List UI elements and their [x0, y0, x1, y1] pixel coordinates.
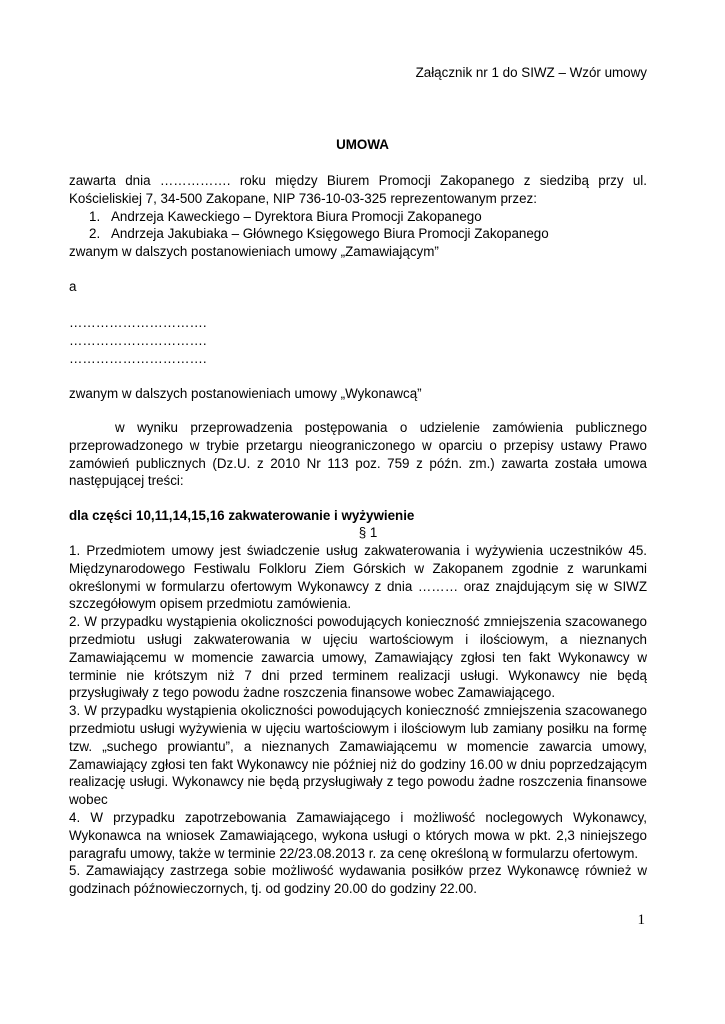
procedure-line: następującej treści: [69, 473, 184, 489]
intro-line: Kościeliskiej 7, 34-500 Zakopane, NIP 736-10-03-325 reprezentowanym przez: [69, 190, 537, 206]
contract-intro [69, 172, 647, 261]
dotted-line: …………………………. [69, 315, 207, 330]
clause-line: Międzynarodowego Festiwalu Folkloru Ziem Górskich w Zakopanem zgodnie z warunkami [69, 560, 647, 576]
procedure-line: przeprowadzonego w trybie przetargu nieograniczonego w oparciu o przepisy ustawy Prawo [69, 437, 647, 453]
clause-line: godzinach późnowieczornych, tj. od godziny 20.00 do godziny 22.00. [69, 881, 477, 897]
clause-line: tzw. „suchego prowiantu”, a nieznanych Zamawiającemu w momencie zawarcia umowy, [69, 738, 647, 754]
clause-line: Zamawiający zgłosi ten fakt Wykonawcy nie później niż do godziny 16.00 w dniu poprzedzającym [69, 756, 647, 772]
clause-line: 5. Zamawiający zastrzega sobie możliwość wydawania posiłków przez Wykonawcę również w [69, 863, 647, 879]
clause-line: paragrafu umowy, także w terminie 22/23.08.2013 r. za cenę określoną w formularzu ofertowym. [69, 845, 639, 861]
clause [69, 862, 647, 898]
clause-line: Zamawiającemu w momencie zawarcia umowy, Zamawiający zgłosi ten fakt Wykonawcy w [69, 649, 647, 665]
clause-line: przysługiwały z tego powodu żadne roszczenia finansowe wobec Zamawiającego. [69, 685, 556, 701]
clause-line: 3. W przypadku wystąpienia okoliczności powodujących konieczność zmniejszenia szacowanego [69, 703, 647, 719]
contractor-named: zwanym w dalszych postanowieniach umowy „Wykonawcą” [69, 386, 422, 401]
dotted-line: …………………………. [69, 332, 207, 348]
intro-line: zwanym w dalszych postanowieniach umowy „Zamawiającym” [69, 244, 439, 260]
clause-line: szczegółowym opisem przedmiotu zamówienia. [69, 596, 352, 612]
clause-line: przedmiotu usługi zakwaterowania w ujęciu wartościowym i ilościowym, a nieznanych [69, 631, 647, 647]
conjunction: a [69, 279, 77, 294]
representative-text: Andrzeja Kaweckiego – Dyrektora Biura Promocji Zakopanego [111, 208, 482, 224]
representative-item [69, 208, 647, 226]
list-number: 2. [89, 226, 101, 242]
representative-text: Andrzeja Jakubiaka – Głównego Księgowego Biura Promocji Zakopanego [111, 226, 549, 242]
clause [69, 702, 647, 809]
clause-line: terminie nie krótszym niż 7 dni przed terminem realizacji usługi. Wykonawcy nie będą [69, 667, 647, 683]
intro-line: zawarta dnia ……………. roku między Biurem Promocji Zakopanego z siedzibą przy ul. [69, 173, 647, 188]
contractor-placeholder [69, 314, 647, 367]
clause [69, 613, 647, 702]
clause-line: 4. W przypadku zapotrzebowania Zamawiającego i możliwość noclegowych Wykonawcy, [69, 809, 647, 825]
list-number: 1. [89, 208, 101, 224]
clause-line: realizację usługi. Wykonawcy nie będą przysługiwały z tego powodu żadne roszczenia finansowe [69, 774, 647, 790]
procedure-line: zamówień publicznych (Dz.U. z 2010 Nr 113 poz. 759 z późn. zm.) zawarta została umowa [69, 455, 647, 471]
document-title: UMOWA [336, 137, 389, 152]
page-number: 1 [637, 912, 645, 928]
procedure-line: w wyniku przeprowadzenia postępowania o udzielenie zamówienia publicznego [115, 420, 647, 435]
clause-line: 2. W przypadku wystąpienia okoliczności powodujących konieczność zmniejszenia szacowanego [69, 614, 647, 630]
procedure-paragraph [69, 419, 647, 490]
paragraph-sign: § 1 [358, 525, 378, 540]
clause [69, 542, 647, 613]
representative-item [69, 225, 647, 243]
clause-line: przedmiotu usługi wyżywienia w ujęciu wartościowym i ilościowym lub zamiany posiłku na formę [69, 720, 647, 736]
clause-line: 1. Przedmiotem umowy jest świadczenie usług zakwaterowania i wyżywienia uczestników 45. [69, 543, 647, 558]
dotted-line: …………………………. [69, 350, 207, 366]
clause [69, 809, 647, 862]
clauses [69, 542, 647, 898]
attachment-note: Załącznik nr 1 do SIWZ – Wzór umowy [415, 65, 647, 80]
representatives-list [69, 208, 647, 244]
section-heading: dla części 10,11,14,15,16 zakwaterowanie i wyżywienie [69, 508, 415, 523]
clause-line: określonymi w formularzu ofertowym Wykonawcy z dnia ……… oraz znajdującym się w SIWZ [69, 578, 647, 594]
clause-line: Wykonawca na wniosek Zamawiającego, wykona usługi o których mowa w pkt. 2,3 niniejszego [69, 827, 647, 843]
clause-line: wobec [69, 792, 108, 808]
